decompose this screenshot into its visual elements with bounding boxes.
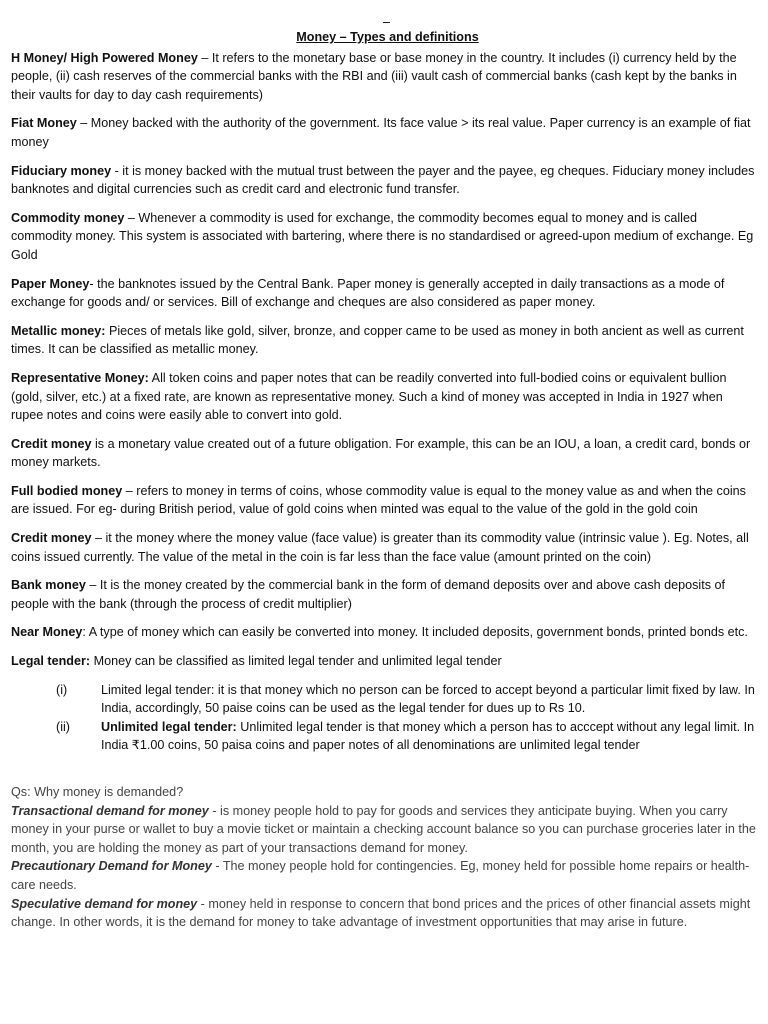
definition-text: Money can be classified as limited legal tender and unlimited legal tender <box>90 654 502 669</box>
question-heading: Qs: Why money is demanded? <box>11 785 184 799</box>
definition-term: Legal tender: <box>11 654 91 669</box>
definition-text: is a monetary value created out of a future obligation. For example, this can be an IOU, a loan, a credit card, bonds or money markets. <box>11 436 751 470</box>
definition-credit-money-2 <box>11 529 756 566</box>
definition-term: Near Money <box>11 625 83 640</box>
list-item <box>56 681 756 718</box>
definition-text: : A type of money which can easily be converted into money. It included deposits, government bonds, printed bonds etc. <box>82 625 748 640</box>
speculative-demand <box>11 895 756 932</box>
definition-term: Credit money <box>11 531 92 546</box>
page-title: Money – Types and definitions <box>296 30 479 44</box>
definition-high-powered-money <box>11 49 756 105</box>
demand-term: Speculative demand for money <box>11 896 198 911</box>
definition-text: – Whenever a commodity is used for exchange, the commodity becomes equal to money and is called commodity money. This system is associated with bartering, where there is no standardised or agreed-upon medium of exchange. Eg Gold <box>11 210 754 262</box>
precautionary-demand <box>11 857 756 894</box>
list-text <box>101 718 756 755</box>
definition-full-bodied-money <box>11 482 756 519</box>
definition-metallic-money <box>11 322 756 359</box>
definition-fiat-money <box>11 114 756 151</box>
list-term: Unlimited legal tender: <box>101 719 237 734</box>
list-number: (ii) <box>56 719 70 734</box>
definition-text: All token coins and paper notes that can be readily converted into full-bodied coins or equivalent bullion (gold, silver, etc.) at a fixed rate, are known as representative money. Such a kind of money was accepted in India in 1927 when rupee notes and coins were easily able to convert into gold. <box>11 370 727 423</box>
definition-term: Paper Money <box>11 276 90 291</box>
definition-term: Bank money <box>11 578 86 593</box>
definition-fiduciary-money <box>11 162 756 199</box>
demand-text: - The money people hold for contingencies. Eg, money held for possible home repairs or health-care needs. <box>11 859 750 892</box>
definition-paper-money <box>11 275 756 312</box>
demand-text: - is money people hold to pay for goods and services they anticipate buying. When you carry money in your purse or wallet to buy a movie ticket or maintain a checking account balance so you can purchase groceries later in the month, you are holding the money as part of your transactions demand for money. <box>11 803 756 855</box>
definition-commodity-money <box>11 209 756 265</box>
definition-text: Pieces of metals like gold, silver, bronze, and copper came to be used as money in both ancient as well as current times. It can be classified as metallic money. <box>11 323 744 357</box>
definition-text: – refers to money in terms of coins, whose commodity value is equal to the money value as and when the coins are issued. For eg- during British period, value of gold coins when minted was equal to the value of the gold in the gold coin <box>11 483 746 517</box>
definition-text: – Money backed with the authority of the government. Its face value > its real value. Paper currency is an example of fiat money <box>11 116 751 149</box>
definition-text: - the banknotes issued by the Central Bank. Paper money is generally accepted in daily transactions as a mode of exchange for goods and/ or services. Bill of exchange and cheques are also considered as paper money. <box>11 276 725 310</box>
definition-term: Metallic money: <box>11 323 106 338</box>
demand-text: - money held in response to concern that bond prices and the prices of other financial assets might change. In other words, it is the demand for money to take advantage of investment opportunities that may arise in future. <box>11 896 751 930</box>
demand-term: Precautionary Demand for Money <box>11 859 212 874</box>
definition-term: Fiat Money <box>11 116 77 131</box>
list-text <box>101 681 756 718</box>
definition-term: Commodity money <box>11 210 125 225</box>
definition-term: Representative Money: <box>11 370 149 385</box>
definition-text: – It is the money created by the commercial bank in the form of demand deposits over and above cash deposits of people with the bank (through the process of credit multiplier) <box>11 578 726 611</box>
definition-credit-money <box>11 435 756 472</box>
list-item <box>56 718 756 755</box>
list-body: Limited legal tender: it is that money which no person can be forced to accept beyond a particular limit fixed by law. In India, accordingly, 50 paise coins can be used as the legal tender for dues up to Rs 10. <box>101 682 755 716</box>
definition-representative-money <box>11 369 756 425</box>
question-section <box>11 783 756 932</box>
definition-term: H Money/ High Powered Money <box>11 50 198 65</box>
legal-tender-list <box>11 681 756 755</box>
list-body: Unlimited legal tender is that money which a person has to acccept without any legal limit. In India ₹1.00 coins, 50 paisa coins and paper notes of all denominations are unlimited legal tender <box>101 719 755 753</box>
definition-legal-tender <box>11 652 756 671</box>
header-dash <box>383 22 390 23</box>
demand-term: Transactional demand for money <box>11 803 209 818</box>
definition-term: Credit money <box>11 436 92 451</box>
definition-text: - it is money backed with the mutual trust between the payer and the payee, eg cheques. Fiduciary money includes banknotes and digital currencies such as credit card and electronic fund transfer. <box>11 163 755 197</box>
definition-term: Fiduciary money <box>11 163 112 178</box>
definition-bank-money <box>11 576 756 613</box>
list-number: (i) <box>56 682 68 697</box>
document-page <box>11 28 756 932</box>
definition-text: – It refers to the monetary base or base money in the country. It includes (i) currency held by the people, (ii) cash reserves of the commercial banks with the RBI and (iii) vault cash of commercial banks (cash kept by the banks in their vaults for day to day cash requirements) <box>11 50 737 102</box>
definition-text: – it the money where the money value (face value) is greater than its commodity value (intrinsic value ). Eg. Notes, all coins issued currently. The value of the metal in the coin is far less than the face value (amount printed on the coin) <box>11 531 749 564</box>
definition-near-money <box>11 623 756 642</box>
transactional-demand <box>11 802 756 858</box>
definition-term: Full bodied money <box>11 483 123 498</box>
